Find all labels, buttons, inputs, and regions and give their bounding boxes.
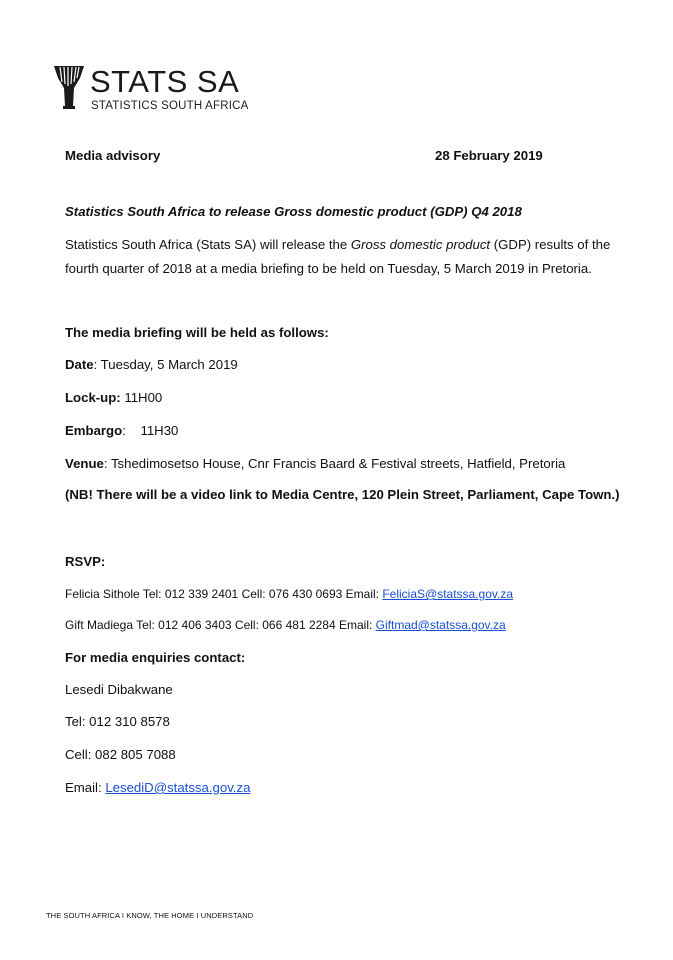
rsvp-contact-felicia	[65, 587, 513, 601]
footer-tagline: THE SOUTH AFRICA I KNOW, THE HOME I UNDERSTAND	[46, 911, 254, 920]
media-advisory-label: Media advisory	[65, 148, 161, 163]
enquiries-tel: Tel: 012 310 8578	[65, 714, 170, 729]
email-label: Email:	[65, 780, 106, 795]
contact-details: Gift Madiega Tel: 012 406 3403 Cell: 066 481 2284 Email:	[65, 618, 376, 632]
contact-details: Felicia Sithole Tel: 012 339 2401 Cell: 076 430 0693 Email:	[65, 587, 383, 601]
briefing-embargo	[65, 423, 178, 438]
date-value: : Tuesday, 5 March 2019	[93, 357, 238, 372]
rsvp-heading: RSVP:	[65, 554, 106, 569]
lesedi-email-link[interactable]: LesediD@statssa.gov.za	[105, 780, 251, 795]
briefing-heading: The media briefing will be held as follows:	[65, 325, 329, 340]
para-italic: Gross domestic product	[350, 237, 491, 252]
advisory-date: 28 February 2019	[435, 148, 543, 163]
lockup-value: 11H00	[120, 390, 163, 405]
felicia-email-link[interactable]: FeliciaS@statssa.gov.za	[382, 587, 514, 601]
enquiries-heading: For media enquiries contact:	[65, 650, 246, 665]
para-part2: (GDP) results of the fourth quarter of 2018 at a media briefing to be held on Tuesday, 5 March 2019 in Pretoria.	[65, 237, 611, 276]
venue-label: Venue	[65, 456, 104, 471]
rsvp-contact-gift	[65, 618, 506, 632]
release-paragraph	[65, 233, 645, 281]
para-part1: Statistics South Africa (Stats SA) will release the	[65, 237, 351, 252]
release-heading: Statistics South Africa to release Gross domestic product (GDP) Q4 2018	[65, 204, 522, 219]
enquiries-cell: Cell: 082 805 7088	[65, 747, 176, 762]
enquiries-email	[65, 780, 250, 795]
gift-email-link[interactable]: Giftmad@statssa.gov.za	[375, 618, 506, 632]
briefing-date	[65, 357, 238, 372]
enquiries-name: Lesedi Dibakwane	[65, 682, 173, 697]
venue-value: : Tshedimosetso House, Cnr Francis Baard & Festival streets, Hatfield, Pretoria	[103, 456, 566, 471]
briefing-lockup	[65, 390, 162, 405]
logo-title: STATS SA	[90, 64, 240, 99]
stats-sa-emblem-icon	[52, 62, 86, 114]
stats-sa-logo	[52, 62, 252, 122]
date-label: Date	[65, 357, 94, 372]
embargo-value: : 11H30	[122, 423, 179, 438]
video-link-note: (NB! There will be a video link to Media Centre, 120 Plein Street, Parliament, Cape Town.)	[65, 487, 620, 502]
embargo-label: Embargo	[65, 423, 123, 438]
logo-subtitle: STATISTICS SOUTH AFRICA	[91, 100, 249, 112]
briefing-venue	[65, 456, 565, 471]
lockup-label: Lock-up:	[65, 390, 121, 405]
